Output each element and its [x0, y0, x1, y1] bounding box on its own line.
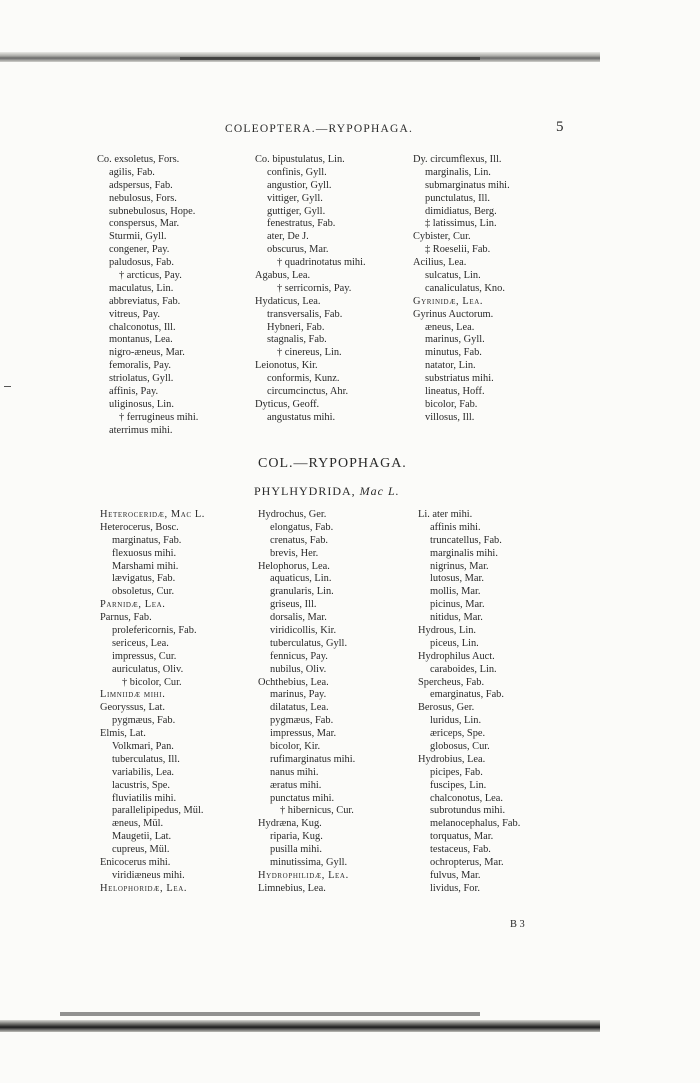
species-entry: † serricornis, Pay. — [277, 282, 352, 294]
species-entry: punctatus mihi. — [270, 792, 335, 804]
species-entry: chalconotus, Lea. — [430, 792, 503, 804]
species-entry: fenestratus, Fab. — [267, 218, 336, 230]
species-entry: dimidiatus, Berg. — [425, 205, 497, 217]
species-entry: abbreviatus, Fab. — [109, 295, 181, 307]
species-entry: marginatus, Fab. — [112, 534, 182, 546]
species-entry: tuberculatus, Ill. — [112, 753, 180, 765]
species-entry: fuscipes, Lin. — [430, 779, 487, 791]
species-entry: impressus, Mar. — [270, 728, 337, 740]
family-entry: Limniidæ mihi. — [100, 689, 166, 701]
species-entry: villosus, Ill. — [425, 411, 475, 423]
page-edge-bottom-shadow — [60, 1012, 480, 1016]
species-entry: congener, Pay. — [109, 244, 170, 256]
species-entry: æriceps, Spe. — [430, 728, 486, 740]
bottom-column-3 — [418, 509, 520, 896]
genus-entry: Helophorus, Lea. — [258, 560, 330, 572]
genus-entry: Dyticus, Geoff. — [255, 398, 320, 410]
species-entry: globosus, Cur. — [430, 741, 490, 753]
species-entry: lutosus, Mar. — [430, 573, 484, 585]
genus-entry: Spercheus, Fab. — [418, 676, 485, 688]
species-entry: subnebulosus, Hope. — [109, 205, 196, 217]
species-entry: flexuosus mihi. — [112, 547, 177, 559]
species-entry: riparia, Kug. — [270, 831, 323, 843]
species-entry: Maugetii, Lat. — [112, 831, 172, 843]
species-entry: truncatellus, Fab. — [430, 534, 502, 546]
genus-entry: Hydrobius, Lea. — [418, 753, 486, 765]
species-entry: brevis, Her. — [270, 547, 319, 559]
genus-entry: Elmis, Lat. — [100, 728, 146, 740]
species-entry: crenatus, Fab. — [270, 534, 328, 546]
species-entry: dilatatus, Lea. — [270, 702, 329, 714]
species-entry: emarginatus, Fab. — [430, 689, 504, 701]
page-header — [0, 119, 700, 143]
species-entry: bicolor, Kir. — [270, 741, 321, 753]
species-entry: angustatus mihi. — [267, 411, 336, 423]
family-heading-author: Mac L. — [359, 484, 400, 498]
species-entry: marinus, Pay. — [270, 689, 327, 701]
genus-entry: Dy. circumflexus, Ill. — [413, 154, 502, 165]
species-entry: marginalis mihi. — [430, 547, 498, 559]
species-entry: cupreus, Mül. — [112, 844, 170, 856]
species-entry: conspersus, Mar. — [109, 218, 180, 230]
species-entry: æratus mihi. — [270, 779, 322, 791]
species-entry: ‡ latissimus, Lin. — [425, 218, 497, 230]
species-entry: agilis, Fab. — [109, 166, 155, 178]
species-entry: bicolor, Fab. — [425, 398, 478, 410]
species-entry: pusilla mihi. — [270, 844, 322, 856]
running-head: COLEOPTERA.—RYPOPHAGA. — [225, 123, 414, 135]
genus-entry: Co. bipustulatus, Lin. — [255, 154, 345, 165]
genus-entry: Li. ater mihi. — [418, 509, 473, 520]
species-entry: sulcatus, Lin. — [425, 270, 481, 282]
species-entry: ater, De J. — [267, 231, 309, 243]
species-entry: testaceus, Fab. — [430, 844, 491, 856]
species-entry: lævigatus, Fab. — [112, 573, 176, 585]
species-entry: Volkmari, Pan. — [112, 741, 174, 753]
species-entry: aterrimus mihi. — [109, 424, 173, 436]
species-entry: guttiger, Gyll. — [267, 205, 326, 217]
page-edge-top-shadow — [180, 57, 480, 60]
species-entry: ochropterus, Mar. — [430, 857, 504, 869]
species-entry: affinis, Pay. — [109, 386, 159, 398]
species-entry: fennicus, Pay. — [270, 650, 328, 662]
species-entry: † arcticus, Pay. — [119, 270, 182, 282]
species-entry: femoralis, Pay. — [109, 360, 171, 372]
species-entry: conformis, Kunz. — [267, 373, 340, 385]
species-entry: sericeus, Lea. — [112, 637, 169, 649]
family-entry: Heteroceridæ, Mac L. — [100, 509, 205, 520]
family-heading — [254, 484, 400, 499]
species-entry: † cinereus, Lin. — [277, 347, 342, 359]
species-entry: marginalis, Lin. — [425, 166, 491, 178]
genus-entry: Hydrochus, Ger. — [258, 509, 327, 520]
family-entry: Gyrinidæ, Lea. — [413, 295, 484, 307]
species-entry: aquaticus, Lin. — [270, 573, 332, 585]
genus-entry: Parnus, Fab. — [100, 612, 152, 624]
species-entry: nanus mihi. — [270, 766, 319, 778]
species-entry: stagnalis, Fab. — [267, 334, 327, 346]
species-entry: chalconotus, Ill. — [109, 321, 176, 333]
species-entry: transversalis, Fab. — [267, 308, 343, 320]
bottom-column-1 — [100, 509, 205, 896]
page-edge-bottom — [0, 1020, 600, 1032]
species-entry: submarginatus mihi. — [425, 179, 510, 191]
species-entry: maculatus, Lin. — [109, 282, 174, 294]
species-entry: tuberculatus, Gyll. — [270, 637, 348, 649]
species-entry: Marshami mihi. — [112, 560, 179, 572]
species-entry: prolefericornis, Fab. — [112, 625, 197, 637]
genus-entry: Leionotus, Kir. — [255, 360, 318, 372]
species-entry: minutissima, Gyll. — [270, 857, 348, 869]
species-entry: Sturmii, Gyll. — [109, 231, 167, 243]
species-entry: punctulatus, Ill. — [425, 192, 490, 204]
species-entry: paludosus, Fab. — [109, 257, 174, 269]
species-entry: fluviatilis mihi. — [112, 792, 177, 804]
genus-entry: Georyssus, Lat. — [100, 702, 165, 714]
species-entry: torquatus, Mar. — [430, 831, 494, 843]
species-entry: picinus, Mar. — [430, 599, 485, 611]
genus-entry: Limnebius, Lea. — [258, 882, 326, 894]
species-entry: marinus, Gyll. — [425, 334, 485, 346]
species-entry: piceus, Lin. — [430, 637, 479, 649]
species-entry: viridiæneus mihi. — [112, 869, 185, 881]
species-entry: minutus, Fab. — [425, 347, 482, 359]
species-entry: picipes, Fab. — [430, 766, 483, 778]
species-entry: melanocephalus, Fab. — [430, 818, 521, 830]
genus-entry: Berosus, Ger. — [418, 702, 475, 714]
species-entry: variabilis, Lea. — [112, 766, 175, 778]
species-entry: elongatus, Fab. — [270, 521, 334, 533]
genus-entry: Co. exsoletus, Fors. — [97, 154, 180, 165]
species-entry: viridicollis, Kir. — [270, 625, 337, 637]
species-entry: dorsalis, Mar. — [270, 612, 327, 624]
species-entry: substriatus mihi. — [425, 373, 494, 385]
top-column-1 — [97, 154, 198, 438]
species-entry: luridus, Lin. — [430, 715, 482, 727]
species-entry: pygmæus, Fab. — [112, 715, 176, 727]
genus-entry: Cybister, Cur. — [413, 231, 471, 243]
species-entry: granularis, Lin. — [270, 586, 334, 598]
species-entry: striolatus, Gyll. — [109, 373, 174, 385]
species-entry: affinis mihi. — [430, 521, 481, 533]
signature-mark: B 3 — [510, 919, 525, 930]
species-entry: subrotundus mihi. — [430, 805, 506, 817]
species-entry: æneus, Mül. — [112, 818, 164, 830]
species-entry: æneus, Lea. — [425, 321, 475, 333]
genus-entry: Hydaticus, Lea. — [255, 295, 321, 307]
genus-entry: Hydræna, Kug. — [258, 818, 322, 830]
species-entry: † hibernicus, Cur. — [280, 805, 354, 817]
genus-entry: Hydrophilus Auct. — [418, 650, 495, 662]
species-entry: uliginosus, Lin. — [109, 398, 174, 410]
top-column-3 — [413, 154, 510, 425]
family-entry: Parnidæ, Lea. — [100, 599, 166, 611]
species-entry: Hybneri, Fab. — [267, 321, 325, 333]
genus-entry: Heterocerus, Bosc. — [100, 521, 179, 533]
species-entry: pygmæus, Fab. — [270, 715, 334, 727]
bottom-column-2 — [258, 509, 355, 896]
family-heading-name: PHYLHYDRIDA, — [254, 484, 356, 498]
species-entry: lacustris, Spe. — [112, 779, 171, 791]
species-entry: auriculatus, Oliv. — [112, 663, 184, 675]
genus-entry: Acilius, Lea. — [413, 257, 467, 269]
genus-entry: Hydrous, Lin. — [418, 625, 477, 637]
species-entry: nebulosus, Fors. — [109, 192, 177, 204]
top-column-2 — [255, 154, 366, 425]
family-entry: Hydrophilidæ, Lea. — [258, 869, 349, 881]
species-entry: obscurus, Mar. — [267, 244, 329, 256]
species-entry: parallelipipedus, Mül. — [112, 805, 204, 817]
species-entry: † bicolor, Cur. — [122, 676, 182, 688]
species-entry: confinis, Gyll. — [267, 166, 327, 178]
species-entry: montanus, Lea. — [109, 334, 173, 346]
genus-entry: Enicocerus mihi. — [100, 857, 171, 869]
species-entry: mollis, Mar. — [430, 586, 481, 598]
species-entry: lividus, For. — [430, 882, 480, 894]
species-entry: † quadrinotatus mihi. — [277, 257, 366, 269]
species-entry: ‡ Roeselii, Fab. — [425, 244, 491, 256]
species-entry: canaliculatus, Kno. — [425, 282, 505, 294]
genus-entry: Agabus, Lea. — [255, 270, 311, 282]
species-entry: griseus, Ill. — [270, 599, 317, 611]
section-heading: COL.—RYPOPHAGA. — [258, 456, 407, 471]
species-entry: nigro-æneus, Mar. — [109, 347, 185, 359]
species-entry: nitidus, Mar. — [430, 612, 483, 624]
species-entry: nubilus, Oliv. — [270, 663, 327, 675]
species-entry: vittiger, Gyll. — [267, 192, 323, 204]
species-entry: † ferrugineus mihi. — [119, 411, 199, 423]
genus-entry: Ochthebius, Lea. — [258, 676, 329, 688]
species-entry: angustior, Gyll. — [267, 179, 332, 191]
species-entry: obsoletus, Cur. — [112, 586, 175, 598]
page-number: 5 — [556, 119, 564, 135]
species-entry: natator, Lin. — [425, 360, 476, 372]
family-entry: Helophoridæ, Lea. — [100, 882, 188, 894]
species-entry: lineatus, Hoff. — [425, 386, 485, 398]
species-entry: caraboides, Lin. — [430, 663, 497, 675]
species-entry: circumcinctus, Ahr. — [267, 386, 349, 398]
species-entry: nigrinus, Mar. — [430, 560, 489, 572]
species-entry: impressus, Cur. — [112, 650, 177, 662]
genus-entry: Gyrinus Auctorum. — [413, 308, 494, 320]
species-entry: rufimarginatus mihi. — [270, 753, 356, 765]
species-entry: vitreus, Pay. — [109, 308, 160, 320]
species-entry: adspersus, Fab. — [109, 179, 173, 191]
species-entry: fulvus, Mar. — [430, 869, 481, 881]
margin-mark — [4, 386, 11, 387]
